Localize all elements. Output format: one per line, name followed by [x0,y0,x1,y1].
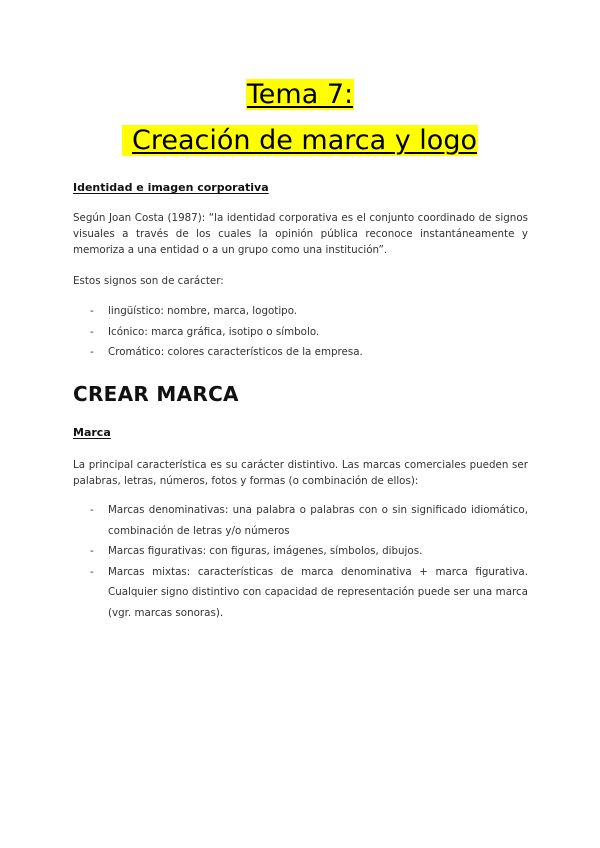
marca-paragraph: La principal característica es su carácter distintivo. Las marcas comerciales pueden ser palabras, letras, números, fotos y formas (o combinación de ellos): [73,459,528,487]
list-item: - Marcas denominativas: una palabra o palabras con o sin significado idiomático, combinación de letras y/o números [90,500,528,541]
list-item: - lingüístico: nombre, marca, logotipo. [90,301,528,322]
list-item: - Marcas mixtas: características de marca denominativa + marca figurativa. Cualquier signo distintivo con capacidad de representación puede ser una marca (vgr. marcas sonoras). [90,562,528,624]
title-highlight-1: Tema 7: [246,79,354,110]
list-item: - Marcas figurativas: con figuras, imágenes, símbolos, dibujos. [90,541,528,562]
costa-quote-paragraph: Según Joan Costa (1987): “la identidad corporativa es el conjunto coordinado de signos visuales a través de los cuales la opinión pública reconoce instantáneamente y memoriza a una entidad o a un grupo como una institución”. [73,212,528,256]
crear-marca-heading: CREAR MARCA [73,382,239,406]
signos-list [90,301,528,363]
signos-intro: Estos signos son de carácter: [73,275,224,287]
section-heading-marca: Marca [73,426,111,439]
list-item: - Cromático: colores característicos de la empresa. [90,342,528,363]
title-highlight-2: Creación de marca y logo [122,125,478,156]
section-heading-identidad: Identidad e imagen corporativa [73,181,269,194]
marcas-list [90,500,528,623]
title-line-1 [0,78,600,112]
list-item: - Icónico: marca gráfica, isotipo o símbolo. [90,322,528,343]
title-line-2 [0,124,600,158]
